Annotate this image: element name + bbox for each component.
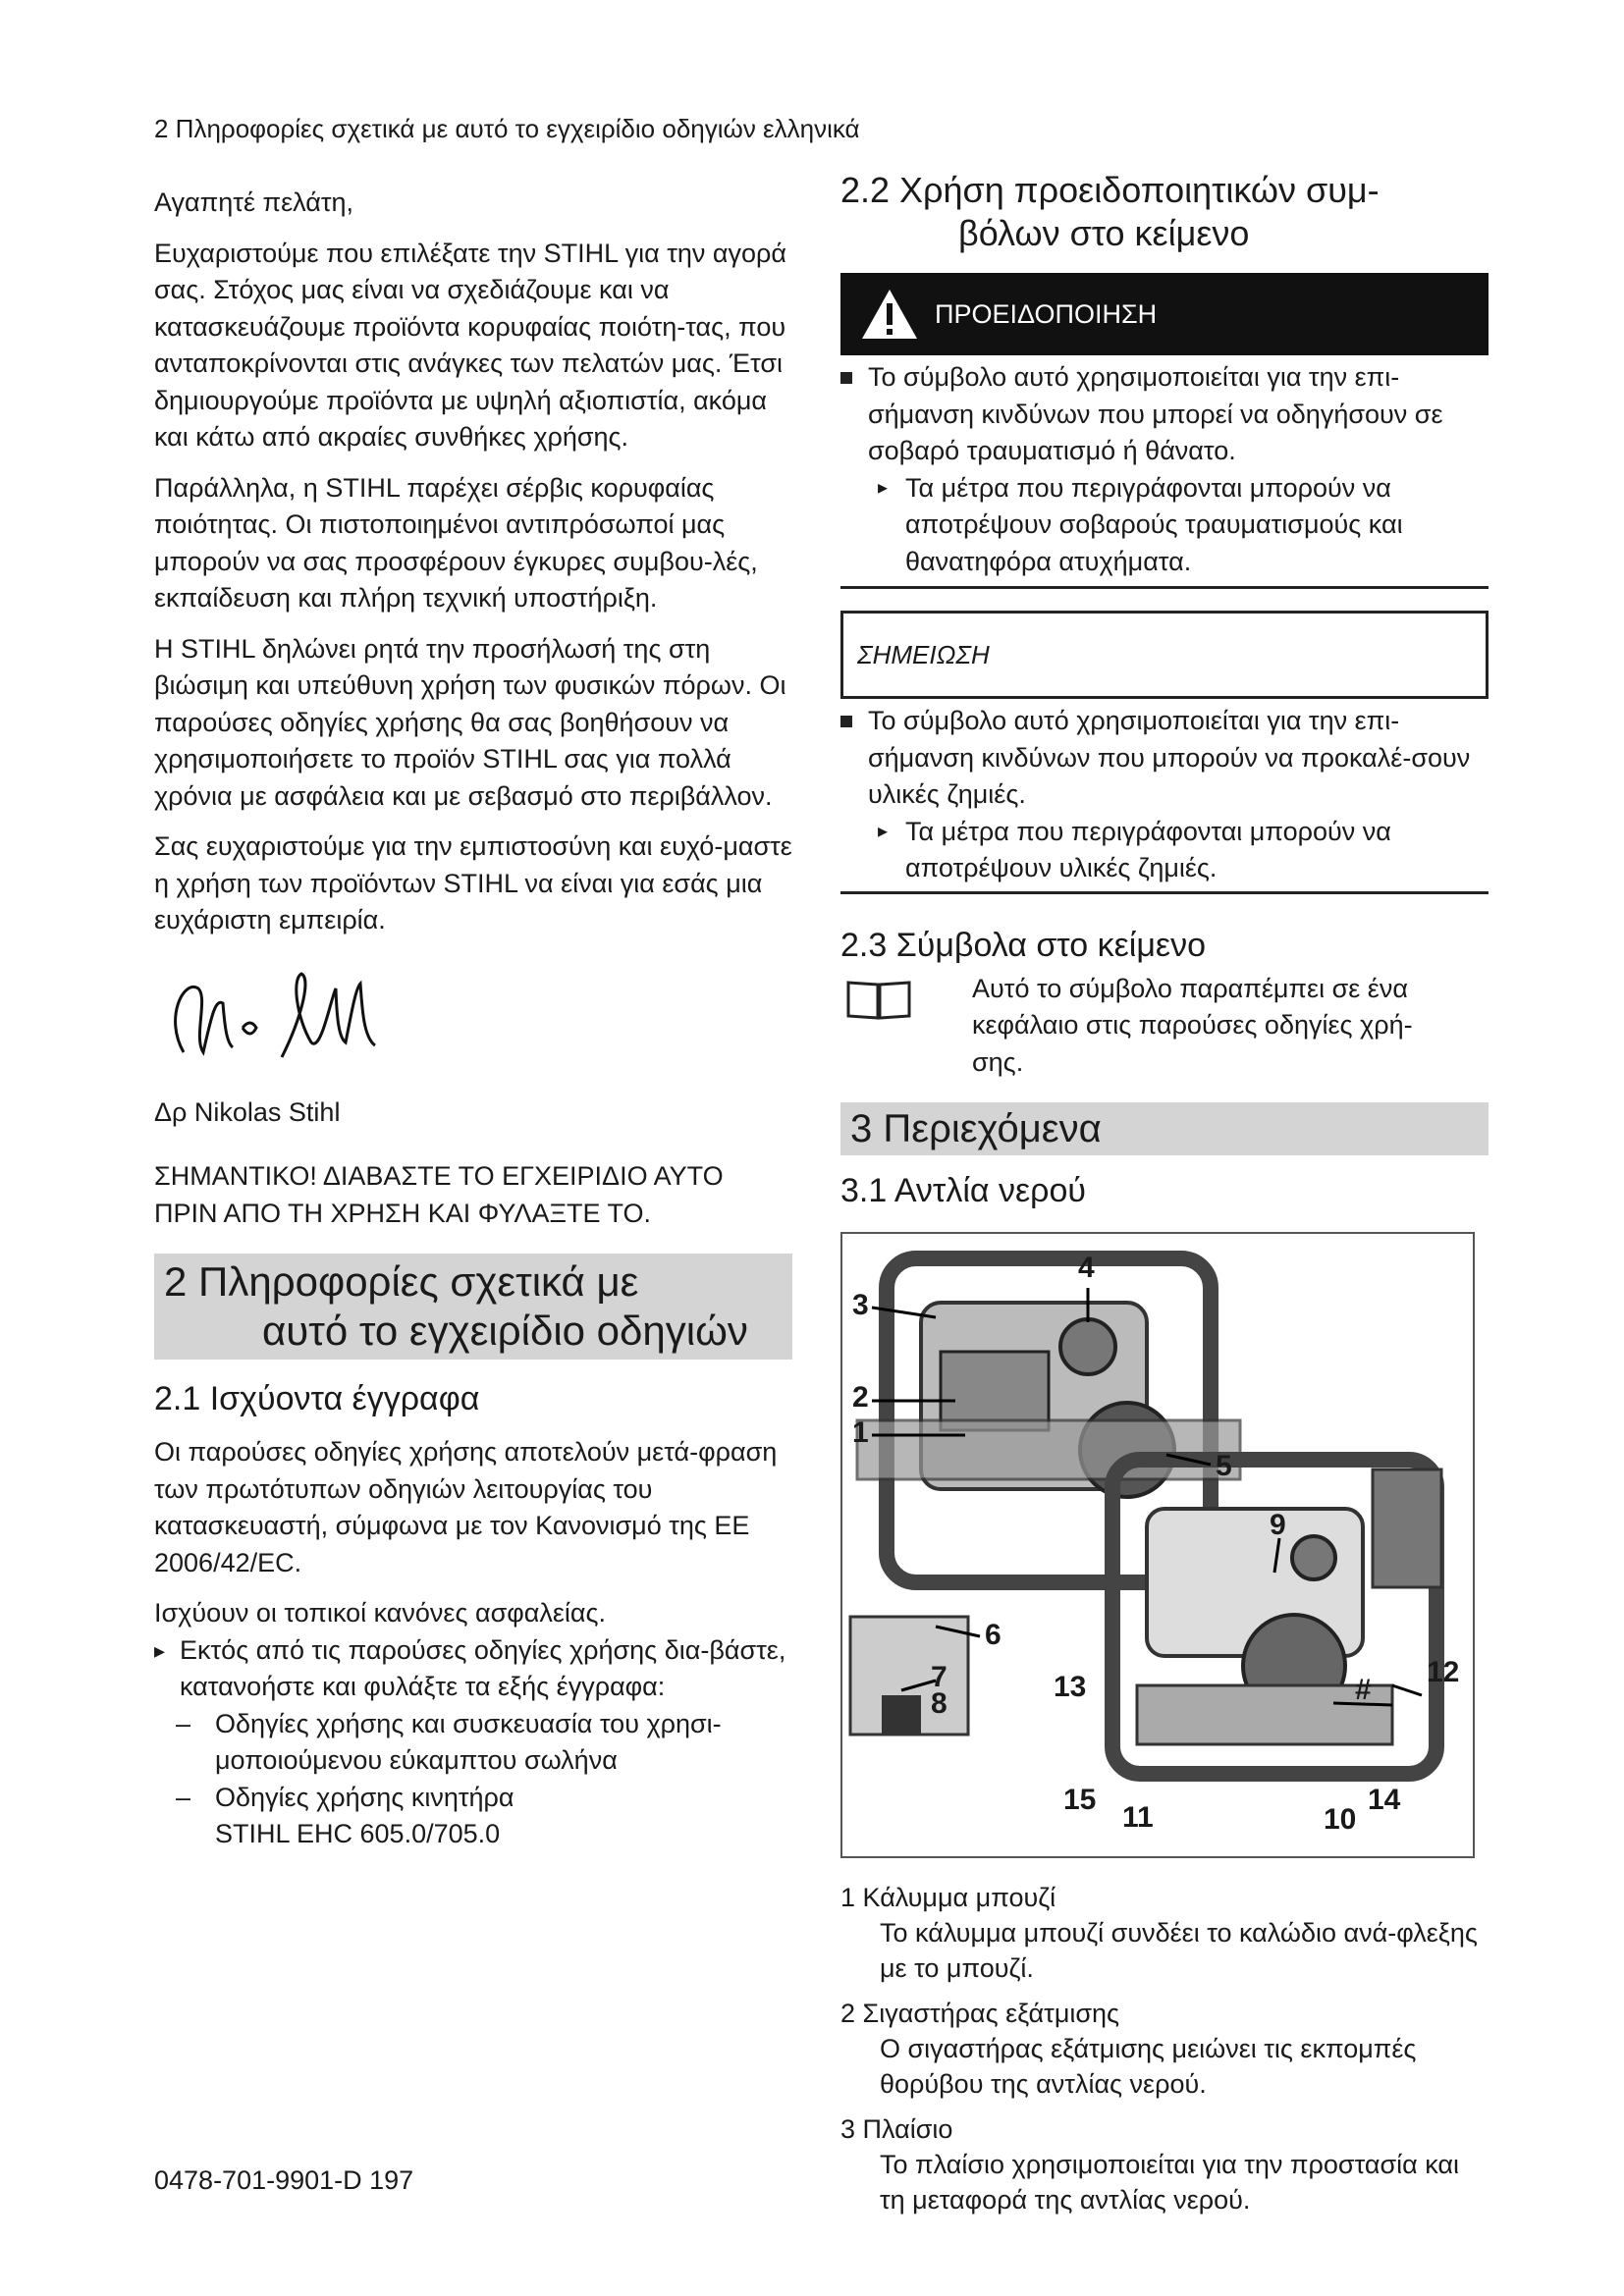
water-pump-illustration	[842, 1234, 1473, 1856]
callout-4: 4	[1078, 1252, 1095, 1284]
callout-6: 6	[985, 1619, 1001, 1651]
book-symbol-text: Αυτό το σύμβολο παραπέμπει σε ένα κεφάλαιο στις παρούσες οδηγίες χρή-σης.	[972, 973, 1413, 1077]
intro-paragraph-1: Ευχαριστούμε που επιλέξατε την STIHL για την αγορά σας. Στόχος μας είναι να σχεδιάζουμε και να κατασκευάζουμε προϊόντα κορυφαίας ποιότη-τας, που ανταποκρίνονται στις ανάγκες των πελατών μας. Έτσι δημιουργούμε προϊόντα με υψηλή αξιοπιστία, ακόμα και κάτω από ακραίες συνθήκες χρήσης.	[154, 238, 787, 452]
callout-12: 12	[1427, 1656, 1460, 1688]
legend-item-3-body: Το πλαίσιο χρησιμοποιείται για την προστασία και τη μεταφορά της αντλίας νερού.	[880, 2150, 1460, 2215]
note-rule	[840, 891, 1489, 894]
intro-paragraph-3: Η STIHL δηλώνει ρητά την προσήλωσή της στη βιώσιμη και υπεύθυνη χρήση των φυσικών πόρων. Οι παρούσες οδηγίες χρήσης θα σας βοηθήσουν να χρησιμοποιήσετε το προϊόν STIHL σας για πολλά χρόνια με ασφάλεια και με σεβασμό στο περιβάλλον.	[154, 633, 786, 811]
note-label: ΣΗΜΕΙΩΣΗ	[857, 639, 990, 669]
engine-docs-line1: – Οδηγίες χρήσης κινητήρα	[215, 1782, 514, 1812]
subsection-2-2-line2: βόλων στο κείμενο	[958, 213, 1250, 253]
legend-item-1-body: Το κάλυμμα μπουζί συνδέει το καλώδιο ανά-φλεξης με το μπουζί.	[880, 1918, 1478, 1983]
callout-13: 13	[1054, 1671, 1087, 1703]
subsection-2-1-heading: 2.1 Ισχύοντα έγγραφα	[154, 1380, 480, 1417]
callout-14: 14	[1368, 1784, 1401, 1816]
section-2-heading	[154, 1254, 792, 1360]
running-header: 2 Πληροφορίες σχετικά με αυτό το εγχειρίδιο οδηγιών ελληνικά	[154, 114, 860, 143]
callout-9: 9	[1270, 1509, 1286, 1541]
callout-2: 2	[852, 1381, 869, 1414]
warning-label: ΠΡΟΕΙΔΟΠΟΙΗΣΗ	[935, 298, 1158, 329]
note-measures: ▸ Τα μέτρα που περιγράφονται μπορούν να αποτρέψουν υλικές ζημιές.	[840, 814, 1489, 887]
callout-8: 8	[931, 1687, 947, 1720]
warning-banner	[840, 273, 1489, 355]
signer-name: Δρ Nikolas Stihl	[154, 1096, 341, 1127]
callout-3: 3	[852, 1289, 869, 1321]
engine-docs-item	[154, 1780, 792, 1853]
right-column	[840, 169, 1489, 2227]
intro-paragraph-2: Παράλληλα, η STIHL παρέχει σέρβις κορυφαίας ποιότητας. Οι πιστοποιημένοι αντιπρόσωποί μας μπορούν να σας προσφέρουν έγκυρες συμβου-λές, εκπαίδευση και πλήρη τεχνική υποστήριξη.	[154, 472, 758, 613]
legend-item-2-body: Ο σιγαστήρας εξάτμισης μειώνει τις εκπομπές θορύβου της αντλίας νερού.	[880, 2034, 1417, 2099]
section-2-heading-line1: 2 Πληροφορίες σχετικά με	[164, 1258, 639, 1305]
note-description: Το σύμβολο αυτό χρησιμοποιείται για την επι-σήμανση κινδύνων που μπορούν να προκαλέ-σουν υλικές ζημιές.	[840, 703, 1489, 814]
engine-docs-line2: STIHL EHC 605.0/705.0	[215, 1819, 501, 1848]
section-2-heading-line2: αυτό το εγχειρίδιο οδηγιών	[262, 1308, 748, 1354]
water-pump-figure	[840, 1232, 1475, 1858]
subsection-2-2-heading	[840, 169, 1489, 255]
subsection-3-1-heading: 3.1 Αντλία νερού	[840, 1172, 1086, 1209]
callout-1: 1	[852, 1416, 869, 1449]
legend-item-3-title: 3 Πλαίσιο	[840, 2114, 953, 2144]
warning-rule	[840, 586, 1489, 589]
subsection-2-3-heading: 2.3 Σύμβολα στο κείμενο	[840, 926, 1206, 964]
legend-item-1-title: 1 Κάλυμμα μπουζί	[840, 1883, 1056, 1912]
section-3-heading: 3 Περιεχόμενα	[840, 1102, 1489, 1155]
book-symbol-row	[840, 971, 1489, 1082]
warning-description: Το σύμβολο αυτό χρησιμοποιείται για την επι-σήμανση κινδύνων που μπορεί να οδηγήσουν σε σοβαρό τραυματισμό ή θάνατο.	[840, 359, 1489, 470]
parts-legend	[840, 1880, 1489, 2217]
callout-5: 5	[1216, 1450, 1232, 1482]
callout-11: 11	[1122, 1801, 1154, 1834]
callout-hash: #	[1355, 1674, 1372, 1706]
warning-triangle-icon	[860, 288, 919, 341]
callout-7: 7	[931, 1661, 947, 1693]
important-notice: ΣΗΜΑΝΤΙΚΟ! ΔΙΑΒΑΣΤΕ ΤΟ ΕΓΧΕΙΡΙΔΙΟ ΑΥΤΟ ΠΡΙΝ ΑΠΟ ΤΗ ΧΡΗΣΗ ΚΑΙ ΦΥΛΑΞΤΕ ΤΟ.	[154, 1161, 724, 1228]
callout-10: 10	[1324, 1803, 1357, 1836]
signature	[154, 959, 792, 1087]
subsection-2-2-line1: 2.2 Χρήση προειδοποιητικών συμ-	[840, 170, 1380, 210]
callout-15: 15	[1063, 1784, 1097, 1816]
book-icon	[844, 977, 913, 1022]
applicable-docs-paragraph: Οι παρούσες οδηγίες χρήσης αποτελούν μετά-φραση των πρωτότυπων οδηγιών λειτουργίας του κατασκευαστή, σύμφωνα με τον Κανονισμό της ΕΕ 2006/42/EC.	[154, 1437, 778, 1577]
legend-item-2-title: 2 Σιγαστήρας εξάτμισης	[840, 1999, 1120, 2028]
safety-rules-paragraph: Ισχύουν οι τοπικοί κανόνες ασφαλείας.	[154, 1598, 607, 1628]
greeting: Αγαπητέ πελάτη,	[154, 187, 354, 217]
intro-paragraph-4: Σας ευχαριστούμε για την εμπιστοσύνη και ευχό-μαστε η χρήση των προϊόντων STIHL να είναι για εσάς μια ευχάριστη εμπειρία.	[154, 831, 792, 934]
documents-bullet: ▸ Εκτός από τις παρούσες οδηγίες χρήσης δια-βάστε, κατανοήστε και φυλάξτε τα εξής έγγραφα:	[154, 1632, 792, 1706]
warning-measures: ▸ Τα μέτρα που περιγράφονται μπορούν να αποτρέψουν σοβαρούς τραυματισμούς και θανατηφόρα ατυχήματα.	[840, 470, 1489, 581]
note-banner	[840, 611, 1489, 699]
left-column	[154, 185, 792, 1853]
hose-docs-item: – Οδηγίες χρήσης και συσκευασία του χρησι-μοποιούμενου εύκαμπτου σωλήνα	[154, 1706, 792, 1780]
page-footer-code: 0478-701-9901-D 197	[154, 2165, 414, 2195]
